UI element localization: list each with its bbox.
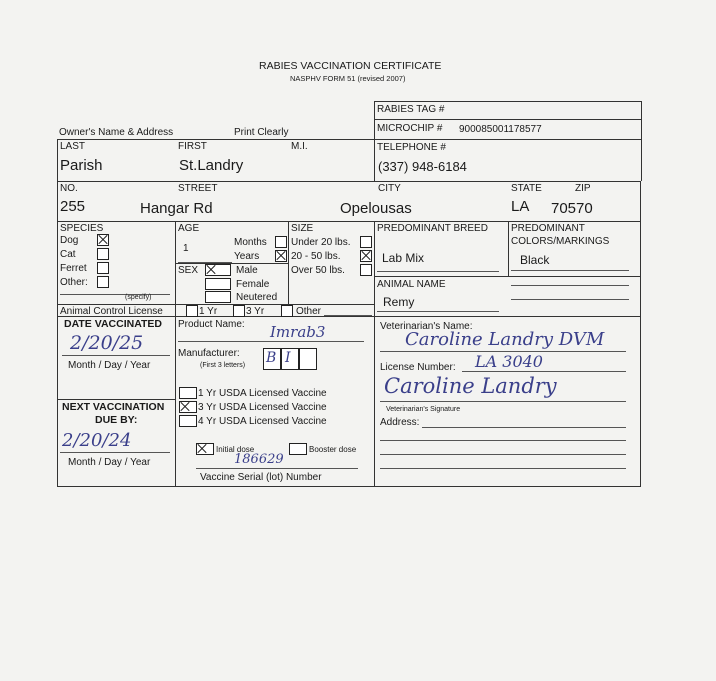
usda-4yr-label: 4 Yr USDA Licensed Vaccine bbox=[198, 416, 327, 427]
last-name-value: Parish bbox=[60, 157, 103, 174]
serial-number-label: Vaccine Serial (lot) Number bbox=[200, 472, 322, 483]
date-vaccinated-format: Month / Day / Year bbox=[68, 360, 151, 371]
sex-male-label: Male bbox=[236, 265, 258, 276]
street-name-value: Hangar Rd bbox=[140, 200, 213, 217]
age-value: 1 bbox=[183, 243, 189, 254]
rabies-tag-label: RABIES TAG # bbox=[377, 104, 445, 115]
license-3yr-label: 3 Yr bbox=[246, 306, 265, 317]
license-1yr-checkbox[interactable] bbox=[186, 305, 198, 317]
species-ferret-checkbox[interactable] bbox=[97, 262, 109, 274]
sex-neutered-checkbox[interactable] bbox=[205, 291, 231, 303]
license-number-value: LA 3040 bbox=[475, 352, 543, 371]
species-ferret-label: Ferret bbox=[60, 263, 87, 274]
owner-section-label: Owner's Name & Address bbox=[59, 127, 174, 138]
size-label: SIZE bbox=[291, 223, 314, 234]
manufacturer-letter-2: I bbox=[285, 350, 291, 366]
species-other-label: Other: bbox=[60, 277, 88, 288]
manufacturer-hint: (First 3 letters) bbox=[200, 362, 246, 369]
size-20-50-checkbox[interactable] bbox=[360, 250, 372, 262]
age-months-checkbox[interactable] bbox=[275, 236, 287, 248]
animal-name-label: ANIMAL NAME bbox=[377, 279, 446, 290]
sex-label: SEX bbox=[178, 265, 199, 276]
initial-dose-checkbox[interactable] bbox=[196, 443, 214, 455]
breed-label: PREDOMINANT BREED bbox=[377, 223, 488, 234]
breed-value: Lab Mix bbox=[382, 251, 425, 265]
age-months-label: Months bbox=[234, 237, 267, 248]
city-label: CITY bbox=[378, 183, 401, 194]
vet-name-value: Caroline Landry DVM bbox=[405, 329, 605, 350]
species-cat-label: Cat bbox=[60, 249, 76, 260]
next-vaccination-value: 2/20/24 bbox=[62, 430, 132, 451]
print-clearly-label: Print Clearly bbox=[234, 127, 289, 138]
next-vaccination-label: NEXT VACCINATION bbox=[62, 401, 165, 413]
species-other-checkbox[interactable] bbox=[97, 276, 109, 288]
usda-1yr-checkbox[interactable] bbox=[179, 387, 197, 399]
usda-3yr-checkbox[interactable] bbox=[179, 401, 197, 413]
telephone-label: TELEPHONE # bbox=[377, 142, 446, 153]
size-under20-checkbox[interactable] bbox=[360, 236, 372, 248]
booster-dose-checkbox[interactable] bbox=[289, 443, 307, 455]
size-20-50-label: 20 - 50 lbs. bbox=[291, 251, 341, 262]
serial-number-value: 186629 bbox=[234, 452, 284, 467]
booster-dose-label: Booster dose bbox=[309, 445, 357, 454]
state-value: LA bbox=[511, 198, 530, 215]
microchip-value: 900085001178577 bbox=[459, 124, 542, 135]
street-number-value: 255 bbox=[60, 198, 86, 215]
first-name-label: FIRST bbox=[178, 141, 207, 152]
mi-label: M.I. bbox=[291, 141, 308, 152]
license-label: Animal Control License bbox=[60, 306, 163, 317]
vet-address-label: Address: bbox=[380, 417, 420, 428]
manufacturer-letter-3-box[interactable] bbox=[299, 348, 317, 370]
vet-name-label: Veterinarian's Name: bbox=[380, 321, 473, 332]
telephone-value: (337) 948-6184 bbox=[378, 159, 467, 174]
number-label: NO. bbox=[60, 183, 78, 194]
manufacturer-letter-1: B bbox=[266, 350, 277, 366]
first-name-value: St.Landry bbox=[179, 157, 244, 174]
license-number-label: License Number: bbox=[380, 362, 456, 373]
zip-value: 70570 bbox=[551, 200, 593, 217]
species-dog-checkbox[interactable] bbox=[97, 234, 109, 246]
license-other-checkbox[interactable] bbox=[281, 305, 293, 317]
size-over50-label: Over 50 lbs. bbox=[291, 265, 345, 276]
sex-female-label: Female bbox=[236, 279, 270, 290]
colors-label-line2: COLORS/MARKINGS bbox=[511, 236, 610, 247]
vet-signature-label: Veterinarian's Signature bbox=[386, 406, 461, 413]
size-over50-checkbox[interactable] bbox=[360, 264, 372, 276]
animal-name-value: Remy bbox=[383, 295, 415, 309]
street-label: STREET bbox=[178, 183, 218, 194]
last-name-label: LAST bbox=[60, 141, 86, 152]
product-name-label: Product Name: bbox=[178, 319, 245, 330]
vet-signature-value: Caroline Landry bbox=[384, 374, 557, 398]
date-vaccinated-label: DATE VACCINATED bbox=[64, 318, 162, 330]
city-value: Opelousas bbox=[340, 200, 412, 217]
manufacturer-label: Manufacturer: bbox=[178, 348, 240, 359]
initial-dose-label: Initial dose bbox=[216, 445, 255, 454]
species-cat-checkbox[interactable] bbox=[97, 248, 109, 260]
age-years-label: Years bbox=[234, 251, 260, 262]
species-label: SPECIES bbox=[60, 223, 104, 234]
zip-label: ZIP bbox=[575, 183, 591, 194]
certificate-title: RABIES VACCINATION CERTIFICATE bbox=[259, 60, 442, 72]
colors-value: Black bbox=[520, 253, 550, 267]
age-label: AGE bbox=[178, 223, 200, 234]
age-years-checkbox[interactable] bbox=[275, 250, 287, 262]
license-1yr-label: 1 Yr bbox=[199, 306, 218, 317]
species-dog-label: Dog bbox=[60, 235, 79, 246]
sex-neutered-label: Neutered bbox=[236, 292, 278, 303]
due-by-label: DUE BY: bbox=[95, 414, 138, 426]
species-specify-hint: (specify) bbox=[125, 294, 152, 301]
colors-label-line1: PREDOMINANT bbox=[511, 223, 585, 234]
sex-female-checkbox[interactable] bbox=[205, 278, 231, 290]
date-vaccinated-value: 2/20/25 bbox=[70, 332, 144, 354]
license-other-label: Other bbox=[296, 306, 322, 317]
product-name-value: Imrab3 bbox=[270, 323, 326, 341]
sex-male-checkbox[interactable] bbox=[205, 264, 231, 276]
usda-4yr-checkbox[interactable] bbox=[179, 415, 197, 427]
usda-3yr-label: 3 Yr USDA Licensed Vaccine bbox=[198, 402, 327, 413]
next-vaccination-format: Month / Day / Year bbox=[68, 457, 151, 468]
microchip-label: MICROCHIP # bbox=[377, 123, 443, 134]
size-under20-label: Under 20 lbs. bbox=[291, 237, 351, 248]
license-3yr-checkbox[interactable] bbox=[233, 305, 245, 317]
state-label: STATE bbox=[511, 183, 542, 194]
usda-1yr-label: 1 Yr USDA Licensed Vaccine bbox=[198, 388, 327, 399]
form-subtitle: NASPHV FORM 51 (revised 2007) bbox=[290, 74, 406, 83]
